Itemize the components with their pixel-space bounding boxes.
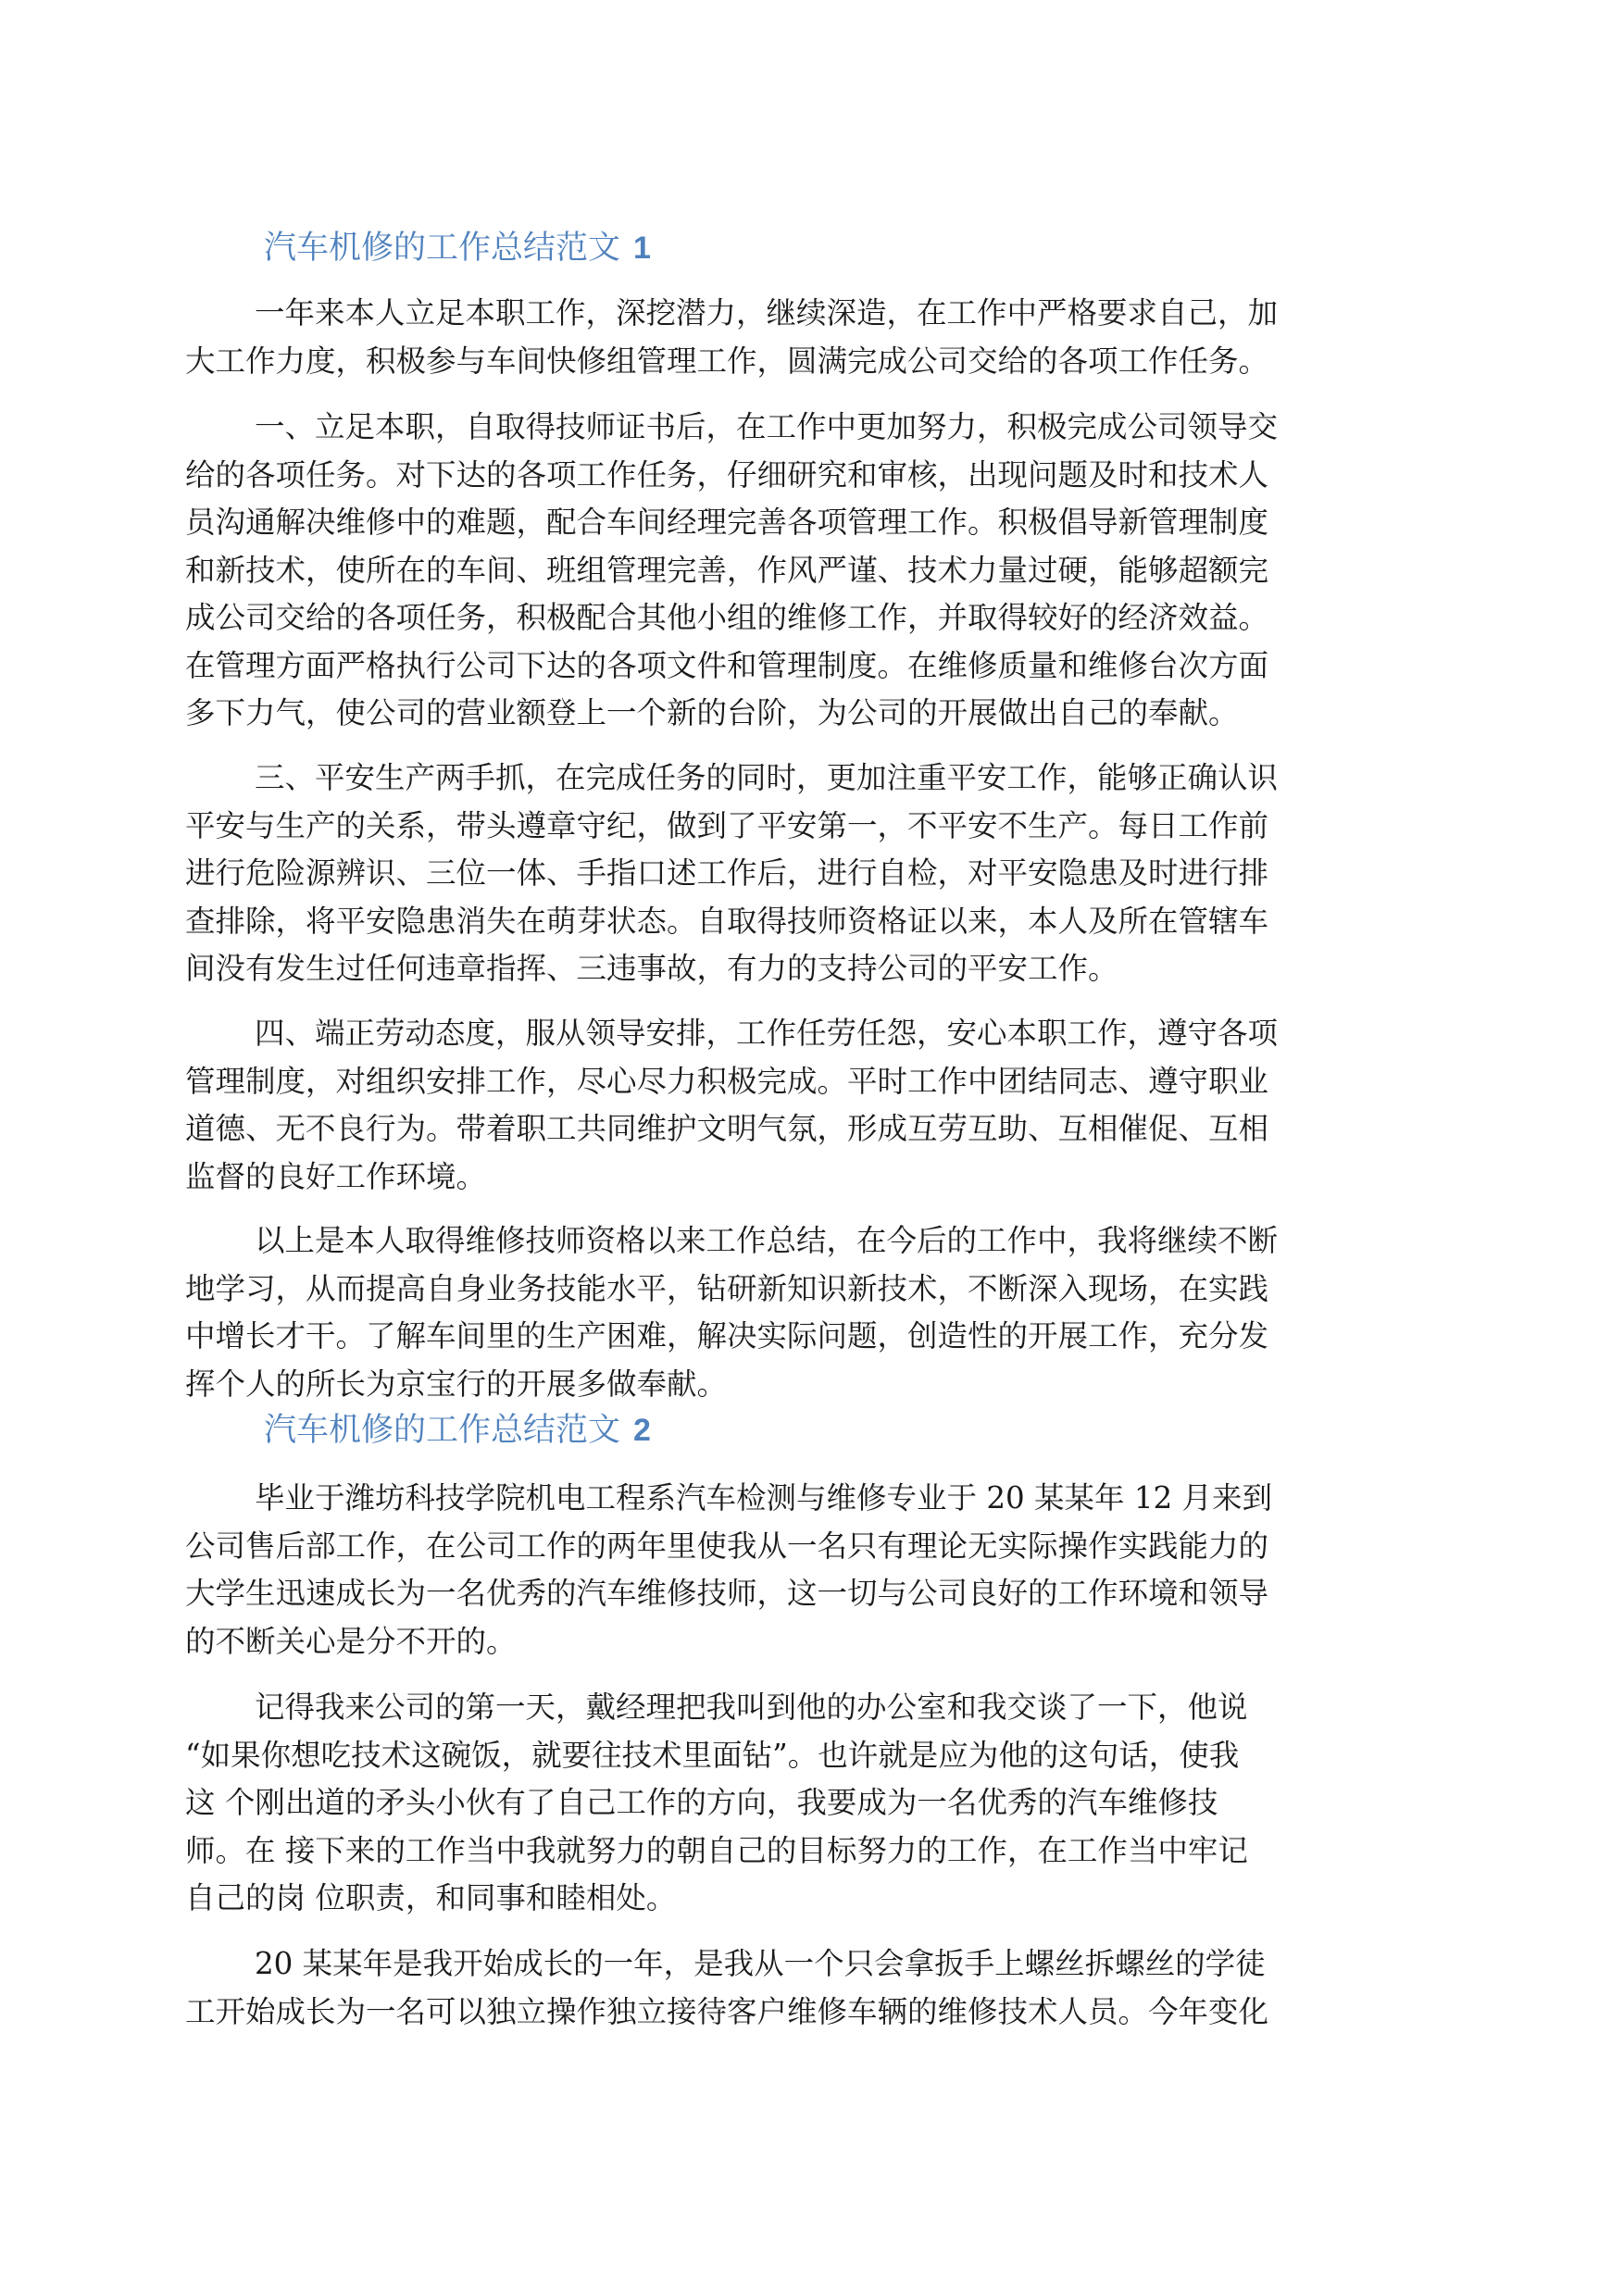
- paragraph-line: 员沟通解决维修中的难题，配合车间经理完善各项管理工作。积极倡导新管理制度: [185, 505, 1269, 540]
- paragraph-line: 监督的良好工作环境。: [185, 1158, 487, 1194]
- paragraph-line: 间没有发生过任何违章指挥、三违事故，有力的支持公司的平安工作。: [185, 951, 1118, 986]
- paragraph-line: 20 某某年是我开始成长的一年，是我从一个只会拿扳手上螺丝拆螺丝的学徒: [255, 1946, 1266, 1981]
- paragraph-line: 记得我来公司的第一天，戴经理把我叫到他的办公室和我交谈了一下，他说: [255, 1690, 1248, 1725]
- paragraph: [185, 1217, 1444, 1408]
- section-1-heading-text: 汽车机修的工作总结范文: [264, 230, 621, 267]
- paragraph-line: 自己的岗 位职责，和同事和睦相处。: [185, 1880, 677, 1915]
- paragraph-line: 成公司交给的各项任务，积极配合其他小组的维修工作，并取得较好的经济效益。: [185, 600, 1269, 635]
- paragraph-line: 的不断关心是分不开的。: [185, 1623, 517, 1659]
- paragraph-line: 多下力气，使公司的营业额登上一个新的台阶，为公司的开展做出自己的奉献。: [185, 695, 1239, 730]
- paragraph: [185, 290, 1444, 385]
- paragraph: [185, 404, 1444, 738]
- paragraph: [185, 1010, 1444, 1201]
- paragraph-line: 挥个人的所长为京宝行的开展多做奉献。: [185, 1366, 728, 1402]
- paragraph-line: 大工作力度，积极参与车间快修组管理工作，圆满完成公司交给的各项工作任务。: [185, 343, 1269, 379]
- paragraph-line: 一、立足本职，自取得技师证书后，在工作中更加努力，积极完成公司领导交: [255, 409, 1279, 444]
- paragraph-line: 地学习，从而提高自身业务技能水平，钻研新知识新技术，不断深入现场，在实践: [185, 1270, 1269, 1306]
- paragraph-line: “如果你想吃技术这碗饭，就要往技术里面钻”。也许就是应为他的这句话，使我: [185, 1737, 1240, 1773]
- section-1-heading: [264, 225, 651, 271]
- section-2-heading-number: 2: [633, 1413, 651, 1448]
- paragraph-line: 查排除，将平安隐患消失在萌芽状态。自取得技师资格证以来，本人及所在管辖车: [185, 903, 1269, 939]
- paragraph-line: 以上是本人取得维修技师资格以来工作总结，在今后的工作中，我将继续不断: [255, 1223, 1279, 1258]
- paragraph: [185, 755, 1444, 993]
- paragraph-line: 中增长才干。了解车间里的生产困难，解决实际问题，创造性的开展工作，充分发: [185, 1318, 1269, 1353]
- paragraph-line: 道德、无不良行为。带着职工共同维护文明气氛，形成互劳互助、互相催促、互相: [185, 1111, 1269, 1146]
- paragraph-line: 在管理方面严格执行公司下达的各项文件和管理制度。在维修质量和维修台次方面: [185, 647, 1269, 683]
- paragraph-line: 管理制度，对组织安排工作，尽心尽力积极完成。平时工作中团结同志、遵守职业: [185, 1063, 1269, 1099]
- paragraph-line: 和新技术，使所在的车间、班组管理完善，作风严谨、技术力量过硬，能够超额完: [185, 552, 1269, 588]
- paragraph-line: 这 个刚出道的矛头小伙有了自己工作的方向，我要成为一名优秀的汽车维修技: [185, 1785, 1218, 1820]
- paragraph-line: 一年来本人立足本职工作，深挖潜力，继续深造，在工作中严格要求自己，加: [255, 295, 1279, 331]
- paragraph-line: 毕业于潍坊科技学院机电工程系汽车检测与维修专业于 20 某某年 12 月来到: [255, 1480, 1273, 1515]
- paragraph-line: 大学生迅速成长为一名优秀的汽车维修技师，这一切与公司良好的工作环境和领导: [185, 1576, 1269, 1611]
- section-1-heading-number: 1: [633, 231, 651, 266]
- paragraph-line: 师。在 接下来的工作当中我就努力的朝自己的目标努力的工作，在工作当中牢记: [185, 1832, 1248, 1868]
- paragraph-line: 给的各项任务。对下达的各项工作任务，仔细研究和审核，出现问题及时和技术人: [185, 456, 1269, 493]
- paragraph: [185, 1684, 1444, 1923]
- section-2-heading: [264, 1407, 651, 1453]
- paragraph-line: 进行危险源辨识、三位一体、手指口述工作后，进行自检，对平安隐患及时进行排: [185, 855, 1269, 891]
- paragraph: [185, 1475, 1444, 1665]
- paragraph-line: 工开始成长为一名可以独立操作独立接待客户维修车辆的维修技术人员。今年变化: [185, 1993, 1269, 2029]
- paragraph-line: 三、平安生产两手抓，在完成任务的同时，更加注重平安工作，能够正确认识: [255, 760, 1279, 795]
- paragraph-line: 四、端正劳动态度，服从领导安排，工作任劳任怨，安心本职工作，遵守各项: [255, 1016, 1279, 1051]
- paragraph: [185, 1940, 1444, 2036]
- paragraph-line: 公司售后部工作，在公司工作的两年里使我从一名只有理论无实际操作实践能力的: [185, 1528, 1269, 1564]
- paragraph-line: 平安与生产的关系，带头遵章守纪，做到了平安第一，不平安不生产。每日工作前: [185, 807, 1269, 843]
- section-2-heading-text: 汽车机修的工作总结范文: [264, 1412, 621, 1449]
